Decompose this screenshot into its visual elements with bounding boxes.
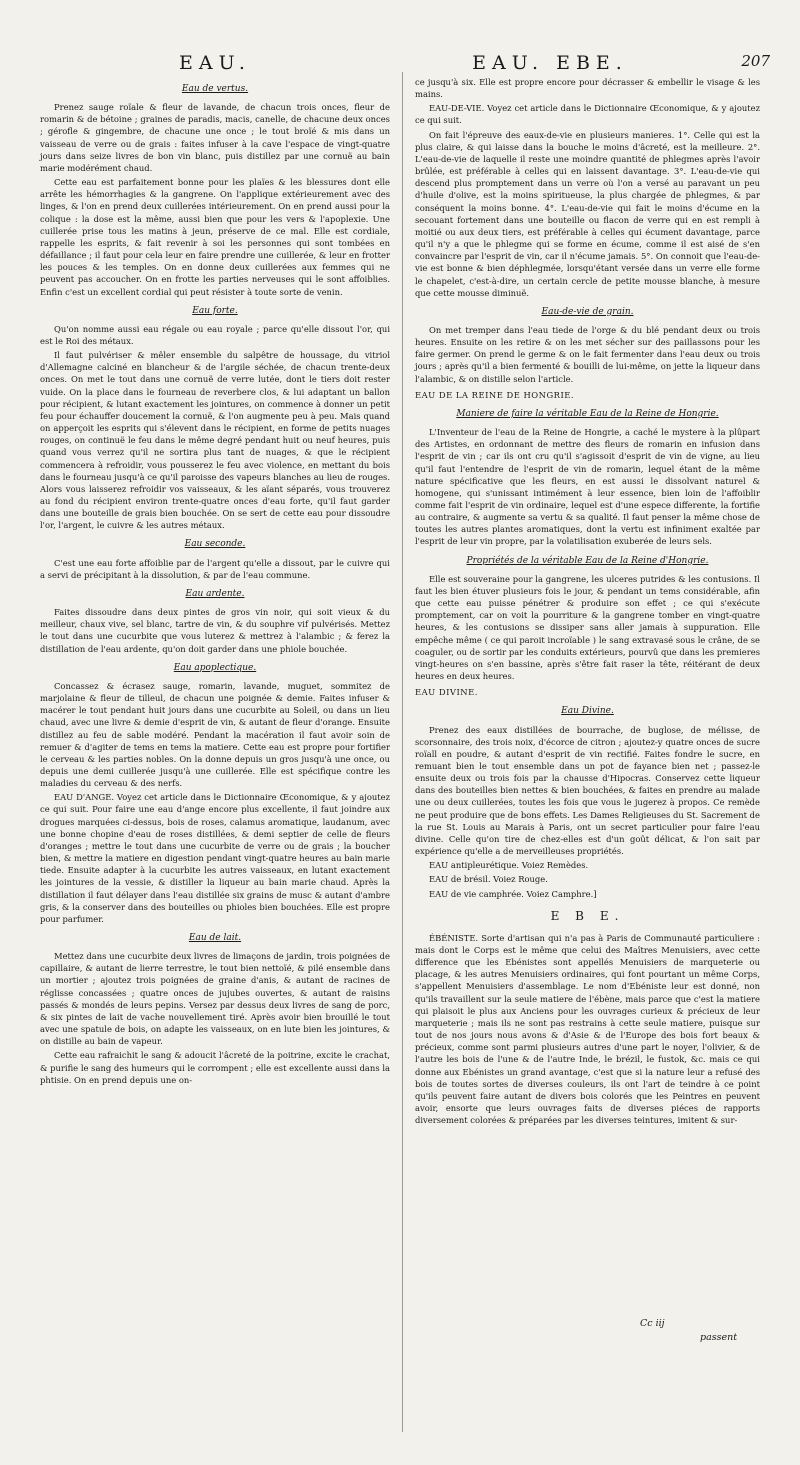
paragraph: ce jusqu'à six. Elle est propre encore pour décrasser & embellir le visage & les mains. bbox=[415, 77, 760, 100]
section-heading: Eau ardente. bbox=[185, 588, 245, 599]
paragraph: L'Inventeur de l'eau de la Reine de Hongrie, a caché le mystere à la plûpart des Artistes, en ordonnant de mettre des fleurs de romarin en infusion dans l'esprit de vin ; car ils ont cru qu'il s'agissoit d'esprit de vin de vigne, au lieu qu'il faut l'entendre de l'esprit de vin de romarin, lequel étant de la même nature spécificative que les fleurs, en est aussi le dissolvant naturel & homogene, qui s'unissant intimément à leur essence, bien loin de l'affoiblir comme fait l'esprit de vin ordinaire, lequel est d'une espece differente, la fortifie au contraire, & augmente sa vertu & sa qualité. Il faut penser la même chose de toutes les autres plantes aromatiques, dont la vertu est infiniment exaltée par l'esprit de leur vin propre, par la volatilisation exuberée de leurs sels. bbox=[415, 427, 760, 547]
signature-mark: Cc iij bbox=[640, 1318, 665, 1329]
cross-reference: EAU de brésil. Voiez Rouge. bbox=[429, 874, 548, 885]
entry-heading: EAU DE LA REINE DE HONGRIE. bbox=[415, 389, 575, 400]
section-heading: Eau de vertus. bbox=[181, 84, 249, 94]
section-heading: Propriétés de la véritable Eau de la Reine d'Hongrie. bbox=[466, 555, 709, 566]
entry-paragraph: ÉBÉNISTE. Sorte d'artisan qui n'a pas à Paris de Communauté particuliere : mais dont le Corps est le même que celui des Maîtres Menuisiers, avec cette difference que les Ebénistes sont appellés Menuisiers de marqueterie ou placage, & les autres Menuisiers ordinaires, qui font pourtant un même Corps, s'appellent Menuisiers d'assemblage. Le nom d'Ebéniste leur est donné, non qu'ils travaillent sur la seule matiere de l'ébène, mais parce que c'est la matiere qui plaisoit le plus aux Anciens pour les ouvrages curieux & précieux de leur marqueterie ; mais ils ne sont pas restrains à cette seule matiere, puisque sur tout de nos jours nous avons & d'Asie & de l'Europe des bois fort beaux & précieux, comme sont parmi plusieurs autres d'une part le noyer, l'olivier, & de l'autre les bois de l'une & de l'autre Inde, le brézil, le fustok, &c. mais ce qui donne aux Ebénistes un grand avantage, c'est que si la nature leur a refusé des bois de toutes sortes de diverses couleurs, ils ont l'art de teindre à ce point qu'ils peuvent faire autant de divers bois colorés que les Peintres en peuvent avoir, ensorte que leurs ouvrages faits de diverses piéces de rapports diversement colorées & préparées par les diverses teintures, imitent & sur- bbox=[415, 932, 760, 1126]
paragraph: Qu'on nomme aussi eau régale ou eau royale ; parce qu'elle dissout l'or, qui est le Roi des métaux. bbox=[40, 323, 390, 346]
running-head bbox=[0, 52, 800, 76]
left-column bbox=[40, 76, 390, 1088]
section-title: E B E. bbox=[550, 908, 625, 923]
paragraph: Elle est souveraine pour la gangrene, les ulceres putrides & les contusions. Il faut les bien étuver plusieurs fois le jour, & pendant un tems considérable, afin que cette eau puisse pénétrer & produire son effet ; ce qui s'exécute promptement, car on voit la pourriture & la gangrene tomber en vingt-quatre heures, & les contusions se dissiper sans aller jamais à suppuration. Elle empêche même ( ce qui paroit incroïable ) le sang extravasé sous le crâne, de se coaguler, ou de sortir par les conduits extérieurs, pourvû que dans les premieres vingt-heures on s'en bassine, après s'être fait raser la tête, réitérant de deux heures en deux heures. bbox=[415, 573, 760, 682]
section-heading: Eau forte. bbox=[192, 305, 238, 316]
column-divider bbox=[402, 72, 403, 1432]
running-head-right: EAU. EBE. bbox=[472, 52, 628, 74]
running-head-left: EAU. bbox=[179, 52, 251, 74]
paragraph: C'est une eau forte affoiblie par de l'argent qu'elle a dissout, par le cuivre qui a servi de précipitant à la dissolution, & par de l'eau commune. bbox=[40, 557, 390, 580]
section-heading: Eau de lait. bbox=[188, 933, 242, 943]
entry-paragraph: EAU D'ANGE. Voyez cet article dans le Dictionnaire Œconomique, & y ajoutez ce qui suit. Pour faire une eau d'ange encore plus excellente, il faut joindre aux drogues marquées ci-dessus, bois de roses, calamus aromatique, laudanum, avec une bonne chopine d'eau de roses distillées, & demi septier de celle de fleurs d'oranges ; mettre le tout dans une cucurbite de verre ou de grais ; la boucher bien, & mettre la matiere en digestion pendant vingt-quatre heures au bain marie tiede. Ensuite adapter à la cucurbite les autres vaisseaux, en lutant exactement les jointures de la vessie, & distiller la liqueur au bain marie chaud. Après la distillation il faut délayer dans l'eau distillée six grains de musc & autant d'ambre gris, & la conserver dans des bouteilles ou phioles bien bouchées. Elle est propre pour parfumer. bbox=[40, 792, 390, 924]
paragraph: Mettez dans une cucurbite deux livres de limaçons de jardin, trois poignées de capillaire, & autant de lierre terrestre, le tout bien nettoïé, & pilé ensemble dans un mortier ; ajoutez trois poignées de graine d'anis, & autant de racines de réglisse concassées ; quatre onces de jujubes ouvertes, & autant de raisins passés & mondés de leurs pepins. Versez par dessus deux livres de sang de porc, & six pintes de lait de vache nouvellement tiré. Après avoir bien brouillé le tout avec une spatule de bois, on adapte les vaisseaux, on en lute bien les jointures, & on distille au bain de vapeur. bbox=[40, 951, 390, 1047]
cross-reference: EAU antipleurétique. Voiez Remèdes. bbox=[429, 860, 589, 871]
paragraph: Faites dissoudre dans deux pintes de gros vin noir, qui soit vieux & du meilleur, chaux vive, sel blanc, tartre de vin, & du souphre vif pulvérisés. Mettez le tout dans une cucurbite que vous luterez & mettrez à l'alambic ; & ferez la distillation de l'eau ardente, qu'on doit garder dans une phiole bouchée. bbox=[40, 607, 390, 654]
section-heading: Eau-de-vie de grain. bbox=[541, 306, 634, 317]
section-heading: Eau seconde. bbox=[184, 539, 246, 550]
entry-heading: EAU DIVINE. bbox=[415, 687, 478, 698]
section-heading: Eau Divine. bbox=[561, 706, 614, 717]
page-number: 207 bbox=[741, 52, 770, 70]
catchword: passent bbox=[700, 1332, 738, 1343]
paragraph: Cette eau est parfaitement bonne pour les plaïes & les blessures dont elle arrête les hémorrhagies & la gangrene. On l'applique extérieurement avec des linges, & l'on en prend deux cuillerées intérieurement. On en prend aussi pour la colique : la dose est la même, aussi bien que pour les vers & l'apoplexie. Une cuillerée prise tous les matins à jeun, préserve de ce mal. Elle est cordiale, rappelle les esprits, & fait revenir à soi les personnes qui sont tombées en défaillance ; il faut pour cela leur en faire prendre une cuillerée, & leur en frotter les pouces & les temples. On en donne deux cuillerées aux femmes qui ne peuvent pas accoucher. On en frotte les parties nerveuses qui le sont affoiblies. Enfin c'est un excellent cordial qui peut résister à toute sorte de venin. bbox=[40, 177, 390, 297]
cross-reference: EAU de vie camphrée. Voiez Camphre.] bbox=[429, 888, 597, 899]
paragraph: Concassez & écrasez sauge, romarin, lavande, muguet, sommitez de marjolaine & fleur de tilleul, de chacun une poignée & demie. Faites infuser & macérer le tout pendant huit jours dans une cucurbite au Soleil, ou dans un lieu chaud, avec une livre & demie d'esprit de vin, & autant de fleur d'orange. Ensuite distillez au feu de sable modéré. Pendant la macération il faut avoir soin de remuer & d'agiter de tems en tems la matiere. Cette eau est propre pour fortifier le cerveau & les parties nobles. On la donne depuis un gros jusqu'à une once, ou depuis une demi cuillerée jusqu'à une cuillerée. Elle est spécifique contre les maladies du cerveau & des nerfs. bbox=[40, 680, 390, 789]
paragraph: Il faut pulvériser & mêler ensemble du salpêtre de houssage, du vitriol d'Allemagne calciné en blancheur & de l'argile séchée, de chacun trente-deux onces. On met le tout dans une cornuë de verre lutée, dont le tiers doit rester vuide. On la place dans le fourneau de reverbere clos, & lui adaptant un ballon pour récipient, & lutant exactement les jointures, on commence à donner un petit feu pour échauffer doucement la cornuë, & l'on augmente peu à peu. Mais quand on apperçoit les esprits qui s'élevent dans le récipient, en forme de petits nuages rouges, on continuë le feu dans le même degré pendant huit ou neuf heures, puis quand vous verrez qu'il ne sortira plus tant de nuages, & que le récipient commencera à refroidir, vous pousserez le feu avec violence, en mettant du bois dans le fourneau jusqu'à ce qu'il paroisse des vapeurs blanches au lieu de rouges. Alors vous laisserez refroidir vos vaisseaux, & les aïant séparés, vous trouverez au fond du récipient environ trente-quatre onces d'eau forte, qu'il faut garder dans une bouteille de grais bien bouchée. On se sert de cette eau pour dissoudre l'or, l'argent, le cuivre & les autres métaux. bbox=[40, 350, 390, 531]
paragraph: On met tremper dans l'eau tiede de l'orge & du blé pendant deux ou trois heures. Ensuite on les retire & on les met sécher sur des paillassons pour les faire germer. On prend le germe & on le fait fermenter dans l'eau deux ou trois jours ; après qu'il a bien fermenté & bouilli de lui-même, on jette la liqueur dans l'alambic, & on distille selon l'article. bbox=[415, 324, 760, 384]
paragraph: Prenez sauge roïale & fleur de lavande, de chacun trois onces, fleur de romarin & de bétoine ; graines de paradis, macis, canelle, de chacune deux onces ; gérofle & gingembre, de chacune une once ; le tout broïé & mis dans un vaisseau de verre ou de grais : faites infuser à la cave l'espace de vingt-quatre jours dans seize livres de bon vin blanc, puis distillez par une cornuë au bain marie modérément chaud. bbox=[40, 102, 390, 173]
entry-paragraph: EAU-DE-VIE. Voyez cet article dans le Dictionnaire Œconomique, & y ajoutez ce qui suit. bbox=[415, 103, 760, 126]
paragraph: Prenez des eaux distillées de bourrache, de buglose, de mélisse, de scorsonnaire, des trois noix, d'écorce de citron ; ajoutez-y quatre onces de sucre roïall en poudre, & autant d'esprit de vin rectifié. Faites fondre le sucre, en remuant bien le tout ensemble dans un pot de fayance bien net ; passez-le ensuite deux ou trois fois par la chausse d'Hipocras. Conservez cette liqueur dans des bouteilles bien nettes & bien bouchées, & faites en prendre au malade une ou deux cuillerées, toutes les fois que vous le jugerez à propos. Ce remède ne peut produire que de bons effets. Les Dames Religieuses du St. Sacrement de la rue St. Louis au Marais à Paris, ont un secret particulier pour faire l'eau divine. Celle qu'on tire de chez-elles est d'un goût délicat, & l'on sait par expérience qu'elle a de merveilleuses propriétés. bbox=[415, 724, 760, 857]
paragraph: Cette eau rafraichit le sang & adoucit l'âcreté de la poitrine, excite le crachat, & purifie le sang des humeurs qui le corrompent ; elle est excellente aussi dans la phtisie. On en prend depuis une on- bbox=[40, 1050, 390, 1085]
section-heading: Eau apoplectique. bbox=[173, 662, 257, 673]
right-column bbox=[415, 76, 760, 1128]
paragraph: On fait l'épreuve des eaux-de-vie en plusieurs manieres. 1°. Celle qui est la plus claire, & qui laisse dans la bouche le moins d'âcreté, est la meilleure. 2°. L'eau-de-vie de laquelle il reste une moindre quantité de phlegmes après l'avoir brûlée, est préférable à celles qui en laissent davantage. 3°. L'eau-de-vie qui descend plus promptement dans un verre où l'on a versé au paravant un peu d'huile d'olive, est la moins spiritueuse, la plus chargée de phlegmes, & par conséquent la moins bonne. 4°. L'eau-de-vie qui fait le moins d'écume en la secouant fortement dans une bouteille ou flacon de verre qui en est rempli à moitié ou aux deux tiers, est préférable à celles qui écument davantage, parce qu'il n'y a que le phlegme qui se forme en écume, comme il est aisé de s'en convaincre par l'esprit de vin, car il n'écume jamais. 5°. On connoit que l'eau-de-vie est bonne & bien déphlegmée, lorsqu'étant versée dans un verre elle forme le chapelet, c'est-à-dire, un certain cercle de petite mousse blanche, à mesure que cette mousse diminuë. bbox=[415, 129, 760, 298]
section-heading: Maniere de faire la véritable Eau de la Reine de Hongrie. bbox=[456, 408, 719, 419]
